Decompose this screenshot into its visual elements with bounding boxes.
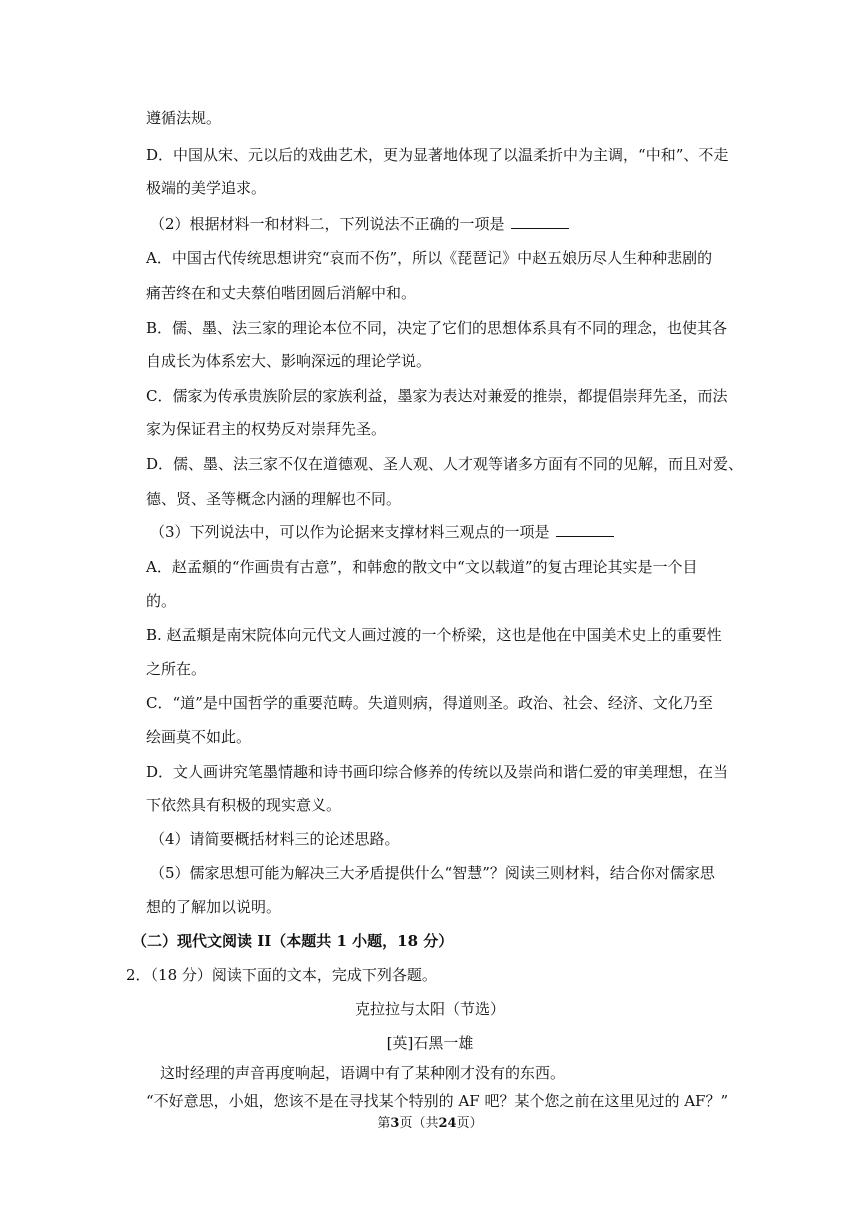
option-a-line: A．赵孟頫的“作画贵有古意”，和韩愈的散文中“文以载道”的复古理论其实是一个目	[146, 558, 698, 576]
footer-prefix: 第	[377, 1116, 391, 1131]
text-line: 下依然具有积极的现实意义。	[146, 796, 342, 814]
question-4-stem: （4）请简要概括材料三的论述思路。	[150, 830, 400, 848]
footer-mid: 页（共	[399, 1116, 439, 1131]
question-text: （2）根据材料一和材料二，下列说法不正确的一项是	[150, 215, 505, 233]
section-heading: （二）现代文阅读 II（本题共 1 小题，18 分）	[132, 932, 454, 950]
text-line: 德、贤、圣等概念内涵的理解也不同。	[146, 490, 402, 508]
passage-paragraph: “不好意思，小姐，您该不是在寻找某个特别的 AF 吧？某个您之前在这里见过的 AF？”	[146, 1092, 729, 1110]
passage-title: 克拉拉与太阳（节选）	[354, 1000, 505, 1018]
question-2-stem	[150, 214, 569, 234]
passage-author: [英]石黑一雄	[386, 1034, 474, 1052]
question-text: （3）下列说法中，可以作为论据来支撑材料三观点的一项是	[150, 523, 550, 541]
text-line: 自成长为体系宏大、影响深远的理论学说。	[146, 352, 432, 370]
option-c-line: C．儒家为传承贵族阶层的家族利益，墨家为表达对兼爱的推崇，都提倡崇拜先圣，而法	[146, 387, 728, 405]
text-line: 之所在。	[146, 660, 207, 678]
question-heading: 2．（18 分）阅读下面的文本，完成下列各题。	[126, 966, 437, 984]
text-line: 遵循法规。	[146, 109, 222, 127]
text-line: 极端的美学追求。	[146, 179, 267, 197]
option-d-line: D．儒、墨、法三家不仅在道德观、圣人观、人才观等诸多方面有不同的见解，而且对爱、	[146, 455, 744, 473]
option-d-line: D．文人画讲究笔墨情趣和诗书画印综合修养的传统以及崇尚和谐仁爱的审美理想，在当	[146, 763, 729, 781]
passage-paragraph: 这时经理的声音再度响起，语调中有了某种刚才没有的东西。	[160, 1064, 566, 1082]
question-3-stem	[150, 522, 614, 542]
text-line: 想的了解加以说明。	[146, 898, 282, 916]
total-pages: 24	[438, 1116, 457, 1131]
question-5-stem: （5）儒家思想可能为解决三大矛盾提供什么“智慧”？阅读三则材料，结合你对儒家思	[150, 864, 715, 882]
text-line: 绘画莫不如此。	[146, 728, 252, 746]
answer-blank	[511, 214, 569, 229]
page-footer	[0, 1112, 860, 1131]
option-b-line: B. 赵孟頫是南宋院体向元代文人画过渡的一个桥梁，这也是他在中国美术史上的重要性	[146, 626, 722, 644]
page-number: 3	[390, 1116, 400, 1131]
text-line: 家为保证君主的权势反对崇拜先圣。	[146, 420, 387, 438]
option-a-line: A．中国古代传统思想讲究“哀而不伤”，所以《琵琶记》中赵五娘历尽人生种种悲剧的	[146, 249, 713, 267]
text-line: 痛苦终在和丈夫蔡伯喈团圆后消解中和。	[146, 284, 417, 302]
text-line: 的。	[146, 592, 177, 610]
footer-suffix: 页）	[456, 1116, 483, 1131]
option-d-line: D．中国从宋、元以后的戏曲艺术，更为显著地体现了以温柔折中为主调，“中和”、不走	[146, 146, 729, 164]
option-b-line: B．儒、墨、法三家的理论本位不同，决定了它们的思想体系具有不同的理念，也使其各	[146, 319, 728, 337]
answer-blank	[556, 522, 614, 537]
option-c-line: C．“道”是中国哲学的重要范畴。失道则病，得道则圣。政治、社会、经济、文化乃至	[146, 694, 713, 712]
